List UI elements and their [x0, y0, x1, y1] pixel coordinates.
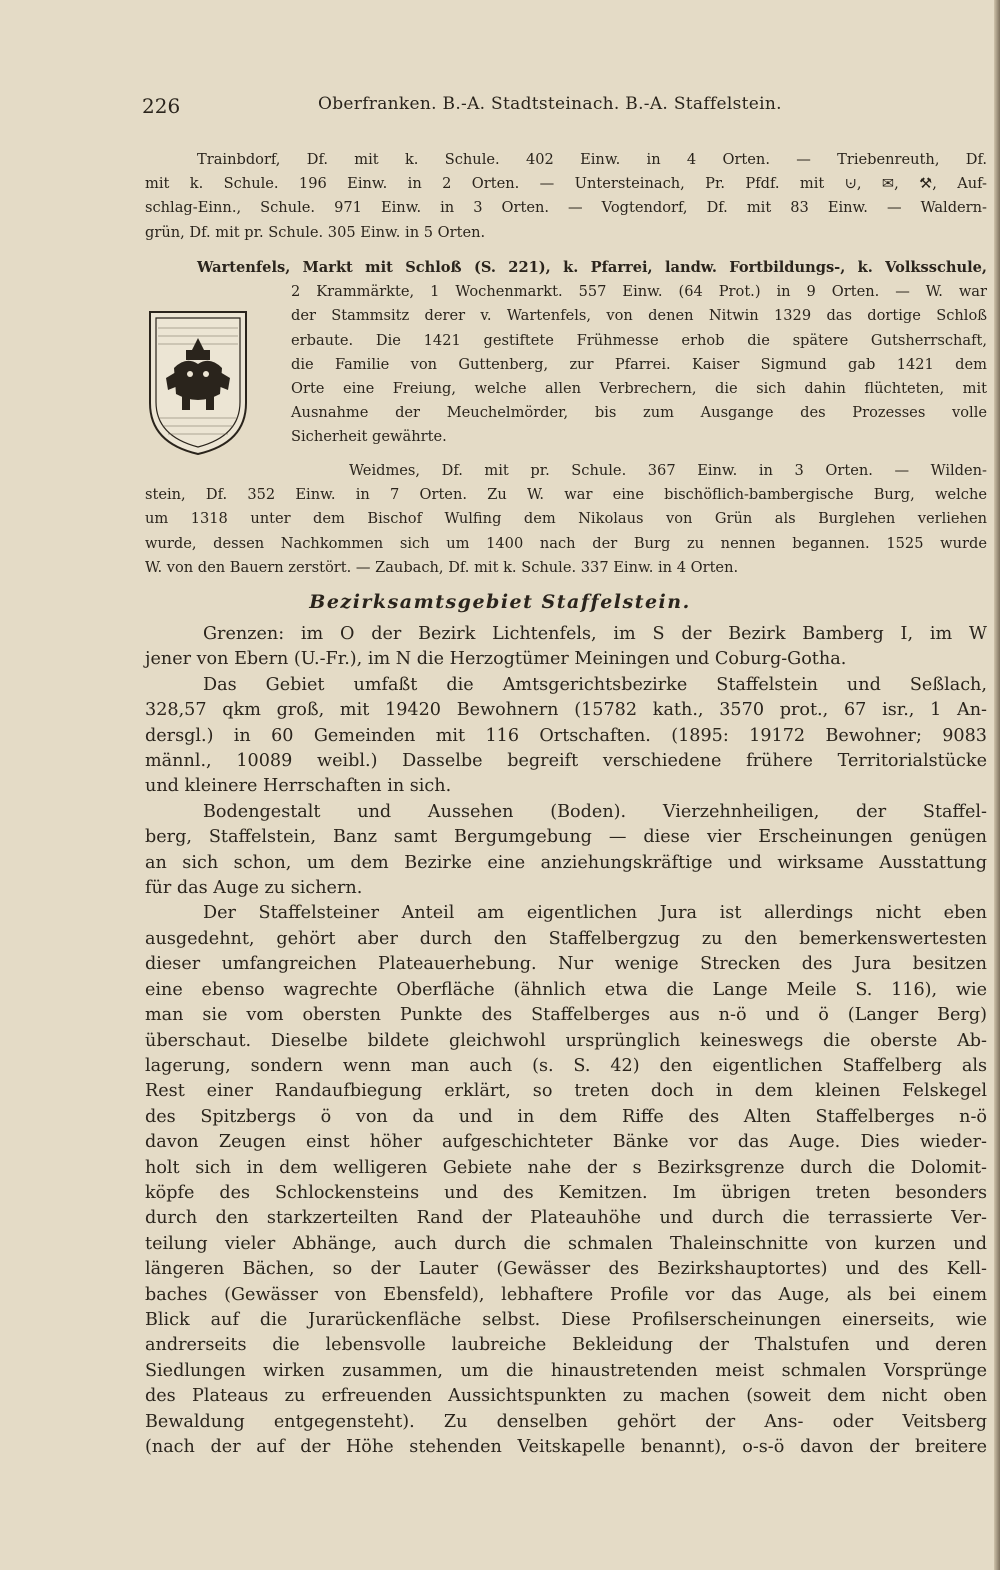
bodengestalt-line: berg, Staffelstein, Banz samt Bergumgebung — diese vier Erscheinungen genügen [145, 827, 987, 848]
jura-line: man sie vom obersten Punkte des Staffelberges aus n-ö und ö (Langer Berg) [145, 1005, 987, 1026]
jura-line: teilung vieler Abhänge, auch durch die schmalen Thaleinschnitte von kurzen und [145, 1233, 987, 1254]
weidmes-line: wurde, dessen Nachkommen sich um 1400 nach der Burg zu nennen begannen. 1525 wurde [145, 534, 987, 552]
jura-line: (nach der auf der Höhe stehenden Veitskapelle benannt), o-s-ö davon der breitere [145, 1437, 987, 1457]
section-heading: Bezirksamtsgebiet Staffelstein. [309, 591, 691, 613]
wartenfels-coat-of-arms [146, 308, 250, 458]
intro-line: schlag-Einn., Schule. 971 Einw. in 3 Orten. — Vogtendorf, Df. mit 83 Einw. — Waldern- [145, 199, 987, 217]
bodengestalt-line: an sich schon, um dem Bezirke eine anziehungskräftige und wirksame Ausstattung [145, 852, 987, 873]
jura-line: Rest einer Randaufbiegung erklärt, so treten doch in dem kleinen Felskegel [145, 1081, 987, 1102]
bodengestalt-line: für das Auge zu sichern. [145, 878, 363, 899]
gebiet-line: männl., 10089 weibl.) Dasselbe begreift verschiedene frühere Territorialstücke [145, 751, 987, 772]
weidmes-line: um 1318 unter dem Bischof Wulfing dem Nikolaus von Grün als Burglehen verliehen [145, 510, 987, 528]
page-edge-shadow [994, 0, 1000, 1570]
weidmes-line: stein, Df. 352 Einw. in 7 Orten. Zu W. war eine bischöflich-bambergische Burg, welche [145, 486, 987, 504]
gebiet-line: 328,57 qkm groß, mit 19420 Bewohnern (15782 kath., 3570 prot., 67 isr., 1 An- [145, 700, 987, 721]
jura-line: ausgedehnt, gehört aber durch den Staffelbergzug zu den bemerkenswertesten [145, 928, 987, 949]
bodengestalt-line: Bodengestalt und Aussehen (Boden). Vierzehnheiligen, der Staffel- [203, 801, 987, 822]
jura-line: holt sich in dem welligeren Gebiete nahe der s Bezirksgrenze durch die Dolomit- [145, 1157, 987, 1178]
wartenfels-line: Sicherheit gewährte. [291, 428, 447, 446]
weidmes-line: W. von den Bauern zerstört. — Zaubach, Df. mit k. Schule. 337 Einw. in 4 Orten. [145, 558, 739, 576]
jura-line: überschaut. Dieselbe bildete gleichwohl ursprünglich keineswegs die oberste Ab- [145, 1030, 987, 1051]
jura-line: andrerseits die lebensvolle laubreiche Bekleidung der Thalstufen und deren [145, 1335, 987, 1356]
wartenfels-line: der Stammsitz derer v. Wartenfels, von denen Nitwin 1329 das dortige Schloß [291, 307, 987, 325]
wartenfels-line: Ausnahme der Meuchelmörder, bis zum Ausgange des Prozesses volle [291, 404, 987, 422]
weidmes-entries [145, 459, 987, 580]
jura-line: des Spitzbergs ö von da und in dem Riffe des Alten Staffelberges n-ö [145, 1106, 987, 1127]
jura-line: Der Staffelsteiner Anteil am eigentlichen Jura ist allerdings nicht eben [203, 903, 987, 924]
gebiet-line: dersgl.) in 60 Gemeinden mit 116 Ortschaften. (1895: 19172 Bewohner; 9083 [145, 725, 987, 746]
wartenfels-line: die Familie von Guttenberg, zur Pfarrei. Kaiser Sigmund gab 1421 dem [291, 355, 987, 373]
jura-line: baches (Gewässer von Ebensfeld), lebhaftere Profile vor das Auge, als bei einem [145, 1284, 987, 1305]
jura-line: davon Zeugen einst höher aufgeschichteter Bänke vor das Auge. Dies wieder- [145, 1132, 987, 1153]
jura-line: köpfe des Schlockensteins und des Kemitzen. Im übrigen treten besonders [145, 1182, 987, 1203]
intro-line: mit k. Schule. 196 Einw. in 2 Orten. — Untersteinach, Pr. Pfdf. mit ⊍, ✉, ⚒, Auf- [145, 175, 987, 193]
jura-line: lagerung, sondern wenn man auch (s. S. 42) den eigentlichen Staffelberg als [145, 1055, 987, 1076]
gebiet-line: Das Gebiet umfaßt die Amtsgerichtsbezirke Staffelstein und Seßlach, [203, 674, 987, 695]
intro-line: grün, Df. mit pr. Schule. 305 Einw. in 5 Orten. [145, 223, 486, 241]
gebiet-line: und kleinere Herrschaften in sich. [145, 776, 452, 797]
weidmes-line: Weidmes, Df. mit pr. Schule. 367 Einw. in 3 Orten. — Wilden- [349, 462, 987, 479]
grenzen-line: jener von Ebern (U.-Fr.), im N die Herzogtümer Meiningen und Coburg-Gotha. [145, 649, 847, 670]
jura-line: durch den starkzerteilten Rand der Plateauhöhe und durch die terrassierte Ver- [145, 1208, 987, 1229]
running-head [0, 94, 1000, 124]
wartenfels-line: Orte eine Freiung, welche allen Verbrechern, die sich dahin flüchteten, mit [291, 380, 987, 398]
jura-line: des Plateaus zu erfreuenden Aussichtspunkten zu machen (soweit dem nicht oben [145, 1386, 987, 1407]
intro-entries [145, 148, 987, 245]
wartenfels-line: erbaute. Die 1421 gestiftete Frühmesse erhob die spätere Gutsherrschaft, [291, 331, 987, 349]
page-number: 226 [142, 94, 181, 118]
jura-line: dieser umfangreichen Plateauerhebung. Nur wenige Strecken des Jura besitzen [145, 954, 987, 975]
running-head-title: Oberfranken. B.-A. Stadtsteinach. B.-A. Staffelstein. [318, 94, 782, 114]
body-text [145, 622, 987, 1460]
wartenfels-line: 2 Krammärkte, 1 Wochenmarkt. 557 Einw. (64 Prot.) in 9 Orten. — W. war [291, 283, 987, 301]
jura-line: Siedlungen wirken zusammen, um die hinaustretenden meist schmalen Vorsprünge [145, 1360, 987, 1381]
wartenfels-entry [145, 256, 987, 450]
jura-line: eine ebenso wagrechte Oberfläche (ähnlich etwa die Lange Meile S. 116), wie [145, 979, 987, 1000]
grenzen-line: Grenzen: im O der Bezirk Lichtenfels, im S der Bezirk Bamberg I, im W [203, 624, 987, 644]
jura-line: Blick auf die Jurarückenfläche selbst. Diese Profilserscheinungen einerseits, wie [145, 1309, 987, 1330]
jura-line: Bewaldung entgegensteht). Zu denselben gehört der Ans- oder Veitsberg [145, 1411, 987, 1432]
jura-line: längeren Bächen, so der Lauter (Gewässer des Bezirkshauptortes) und des Kell- [145, 1259, 987, 1280]
wartenfels-line: Wartenfels, Markt mit Schloß (S. 221), k. Pfarrei, landw. Fortbildungs-, k. Volksschule, [197, 259, 987, 276]
intro-line: Trainbdorf, Df. mit k. Schule. 402 Einw. in 4 Orten. — Triebenreuth, Df. [197, 151, 987, 168]
